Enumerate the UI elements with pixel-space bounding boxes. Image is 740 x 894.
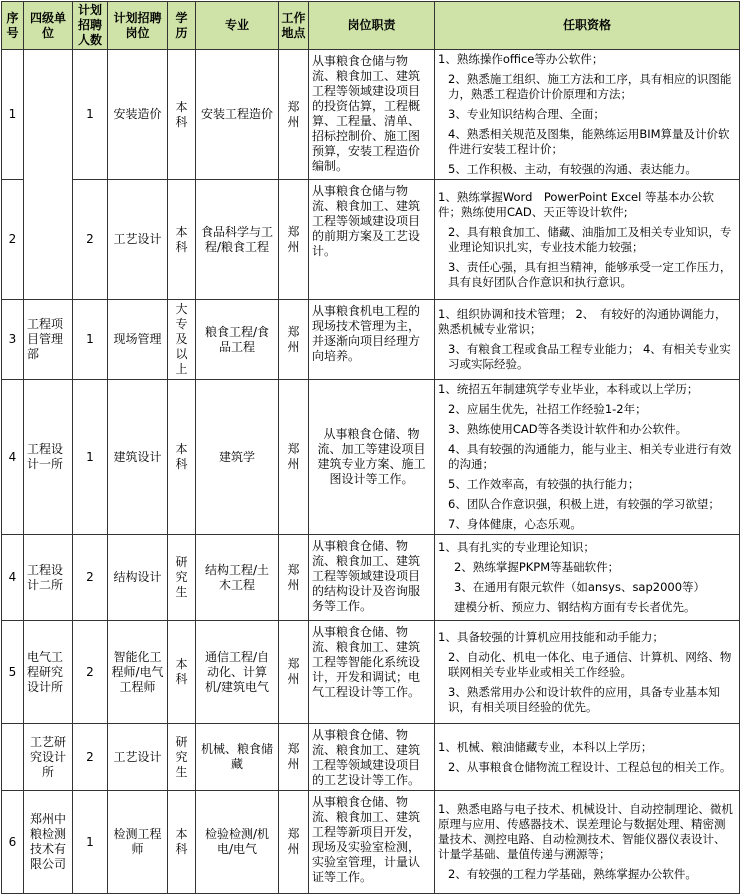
table-row [2,535,740,621]
cell-edu: 大专及以上 [168,300,196,380]
cell-no: 5 [2,621,24,724]
cell-req [435,791,740,894]
req-line: 1、组织协调和技术管理； 2、 有较好的沟通协调能力，熟悉机械专业常识； [438,307,727,336]
req-line: 3、在通用有限元软件（如ansys、sap2000等） [454,580,706,594]
cell-duty: 从事粮食仓储与物流、粮食加工、建筑工程等领域建设项目的投资估算，工程概算、工程量、清单、招标控制价、施工图预算，安装工程造价编制。 [309,50,435,180]
table-row [2,180,740,300]
req-line: 1、熟悉电路与电子技术、机械设计、自动控制理论、微机原理与应用、传感器技术、误差理论与数据处理、精密测量技术、测控电路、自动检测技术、智能仪器仪表设计、计量学基础、量值传递与溯源等； [438,802,733,861]
req-line: 1、熟练操作office等办公软件； [438,52,604,66]
cell-count: 1 [73,791,108,894]
cell-post: 工艺设计 [108,180,168,300]
cell-count: 1 [73,50,108,180]
cell-duty: 从事粮食仓储、物流、加工等建设项目建筑专业方案、施工图设计等工作。 [309,380,435,535]
req-line: 2、从事粮食仓储物流工程设计、工程总包的相关工作。 [448,759,732,774]
cell-edu: 本科 [168,50,196,180]
cell-edu: 研究生 [168,535,196,621]
cell-no: 2 [2,180,24,300]
cell-major: 食品科学与工程/粮食工程 [196,180,279,300]
cell-count: 2 [73,621,108,724]
cell-no: 6 [2,791,24,894]
req-line: 1、具有扎实的专业理论知识； [438,540,595,554]
table-row [2,380,740,535]
header-edu: 学历 [168,2,196,50]
cell-unit: 电气工程研究设计所 [24,621,73,724]
table-row [2,621,740,724]
cell-req [435,621,740,724]
cell-duty: 从事粮食仓储、物流、粮食加工、建筑工程等新项目开发，现场及实验室检测，实验室管理，计量认证等工作。 [309,791,435,894]
cell-unit: 工程项目管理部 [24,300,73,380]
req-line: 2、熟悉施工组织、施工方法和工序，具有相应的识图能力，熟悉工程造价计价原理和方法； [448,72,732,101]
recruitment-table [1,1,740,894]
cell-post: 结构设计 [108,535,168,621]
cell-place: 郑州 [279,621,309,724]
cell-req [435,180,740,300]
header-req: 任职资格 [435,2,740,50]
cell-req [435,724,740,791]
cell-place: 郑州 [279,300,309,380]
req-line: 4、具有较强的沟通能力，能与业主、相关专业进行有效的沟通； [448,442,732,471]
table-row [2,300,740,380]
req-line: 4、熟悉相关规范及图集，能熟练运用BIM算量及计价软件进行安装工程计价； [448,127,730,156]
req-line: 3、专业知识结构合理、全面； [448,107,605,121]
cell-unit: 工程设计一所 [24,380,73,535]
req-line: 2、具有粮食加工、储藏、油脂加工及相关专业知识，专业理论知识扎实，专业技术能力较强； [448,224,732,254]
cell-no: 4 [2,535,24,621]
header-place: 工作地点 [279,2,309,50]
cell-edu: 本科 [168,791,196,894]
cell-major: 安装工程造价 [196,50,279,180]
cell-edu: 本科 [168,621,196,724]
req-line: 5、工作效率高，有较强的执行能力； [448,477,640,491]
cell-count: 2 [73,535,108,621]
cell-duty: 从事粮食仓储、物流、粮食加工、建筑工程等领域建设项目的结构设计及咨询服务等工作。 [309,535,435,621]
req-line: 3、有粮食工程或食品工程专业能力； 4、有相关专业实习或实际经验。 [448,342,731,371]
cell-post: 工艺设计 [108,724,168,791]
cell-post: 智能化工程师/电气工程师 [108,621,168,724]
req-line: 5、工作积极、主动，有较强的沟通、表达能力。 [448,162,697,176]
cell-req [435,50,740,180]
cell-place: 郑州 [279,380,309,535]
table-row [2,50,740,180]
req-line: 2、应届生优先，社招工作经验1-2年； [448,402,647,416]
req-line: 2、自动化、机电一体化、电子通信、计算机、网络、物联网相关专业毕业或相关工作经验。 [448,649,732,679]
cell-post: 检测工程师 [108,791,168,894]
req-line: 6、团队合作意识强，积极上进，有较强的学习欲望； [448,497,720,511]
header-post: 计划招聘岗位 [108,2,168,50]
cell-duty: 从事粮食仓储、物流、粮食加工、建筑工程等领域建设项目的工艺设计等工作。 [309,724,435,791]
cell-place: 郑州 [279,535,309,621]
cell-place: 郑州 [279,724,309,791]
cell-count: 1 [73,300,108,380]
req-line: 建模分析、预应力、钢结构方面有专长者优先。 [454,600,696,614]
cell-major: 机械、粮食储藏 [196,724,279,791]
cell-post: 建筑设计 [108,380,168,535]
req-line: 3、责任心强，具有担当精神，能够承受一定工作压力，具有良好团队合作意识和执行意识。 [448,259,732,289]
cell-major: 粮食工程/食品工程 [196,300,279,380]
header-duty: 岗位职责 [309,2,435,50]
cell-req [435,380,740,535]
cell-place: 郑州 [279,791,309,894]
table-row [2,791,740,894]
req-line: 1、熟练掌握Word PowerPoint Excel 等基本办公软件；熟练使用CAD、天正等设计软件; [438,189,714,219]
req-line: 3、熟悉常用办公和设计软件的应用，具备专业基本知识，有相关项目经验的优先。 [448,684,720,714]
cell-req [435,300,740,380]
cell-duty: 从事粮食机电工程的现场技术管理为主，并逐渐向项目经理方向培养。 [309,300,435,380]
cell-no: 3 [2,300,24,380]
cell-major: 建筑学 [196,380,279,535]
cell-unit [24,50,73,300]
cell-edu: 本科 [168,380,196,535]
req-line: 2、有较强的工程力学基础，熟练掌握办公软件。 [448,867,697,881]
cell-place: 郑州 [279,50,309,180]
req-line: 1、具备较强的计算机应用技能和动手能力； [438,629,664,644]
cell-duty: 从事粮食仓储、物流、粮食加工、建筑工程等智能化系统设计，开发和调试；电气工程设计等工作。 [309,621,435,724]
cell-count: 1 [73,380,108,535]
cell-major: 结构工程/土木工程 [196,535,279,621]
cell-no: 4 [2,380,24,535]
req-line: 3、熟练使用CAD等各类设计软件和办公软件。 [448,422,688,436]
cell-count: 2 [73,724,108,791]
req-line: 7、身体健康，心态乐观。 [448,517,582,531]
header-major: 专业 [196,2,279,50]
cell-no: 1 [2,50,24,180]
req-line: 2、熟练掌握PKPM等基础软件； [454,560,620,574]
table-row [2,724,740,791]
header-row [2,2,740,50]
cell-place: 郑州 [279,180,309,300]
header-count: 计划招聘人数 [73,2,108,50]
cell-unit: 工程设计二所 [24,535,73,621]
header-unit: 四级单位 [24,2,73,50]
header-no: 序号 [2,2,24,50]
cell-edu: 本科 [168,180,196,300]
cell-major: 通信工程/自动化、计算机/建筑电气 [196,621,279,724]
cell-edu: 研究生 [168,724,196,791]
cell-post: 现场管理 [108,300,168,380]
cell-major: 检验检测/机电/电气 [196,791,279,894]
cell-unit: 郑州中粮检测技术有限公司 [24,791,73,894]
cell-post: 安装造价 [108,50,168,180]
req-line: 1、统招五年制建筑学专业毕业，本科或以上学历； [438,382,699,396]
cell-unit: 工艺研究设计所 [24,724,73,791]
cell-no [2,724,24,791]
cell-count: 2 [73,180,108,300]
cell-duty: 从事粮食仓储与物流、粮食加工、建筑工程等领域建设项目的前期方案及工艺设计。 [309,180,435,300]
req-line: 1、机械、粮油储藏专业，本科以上学历； [438,739,653,754]
cell-req [435,535,740,621]
